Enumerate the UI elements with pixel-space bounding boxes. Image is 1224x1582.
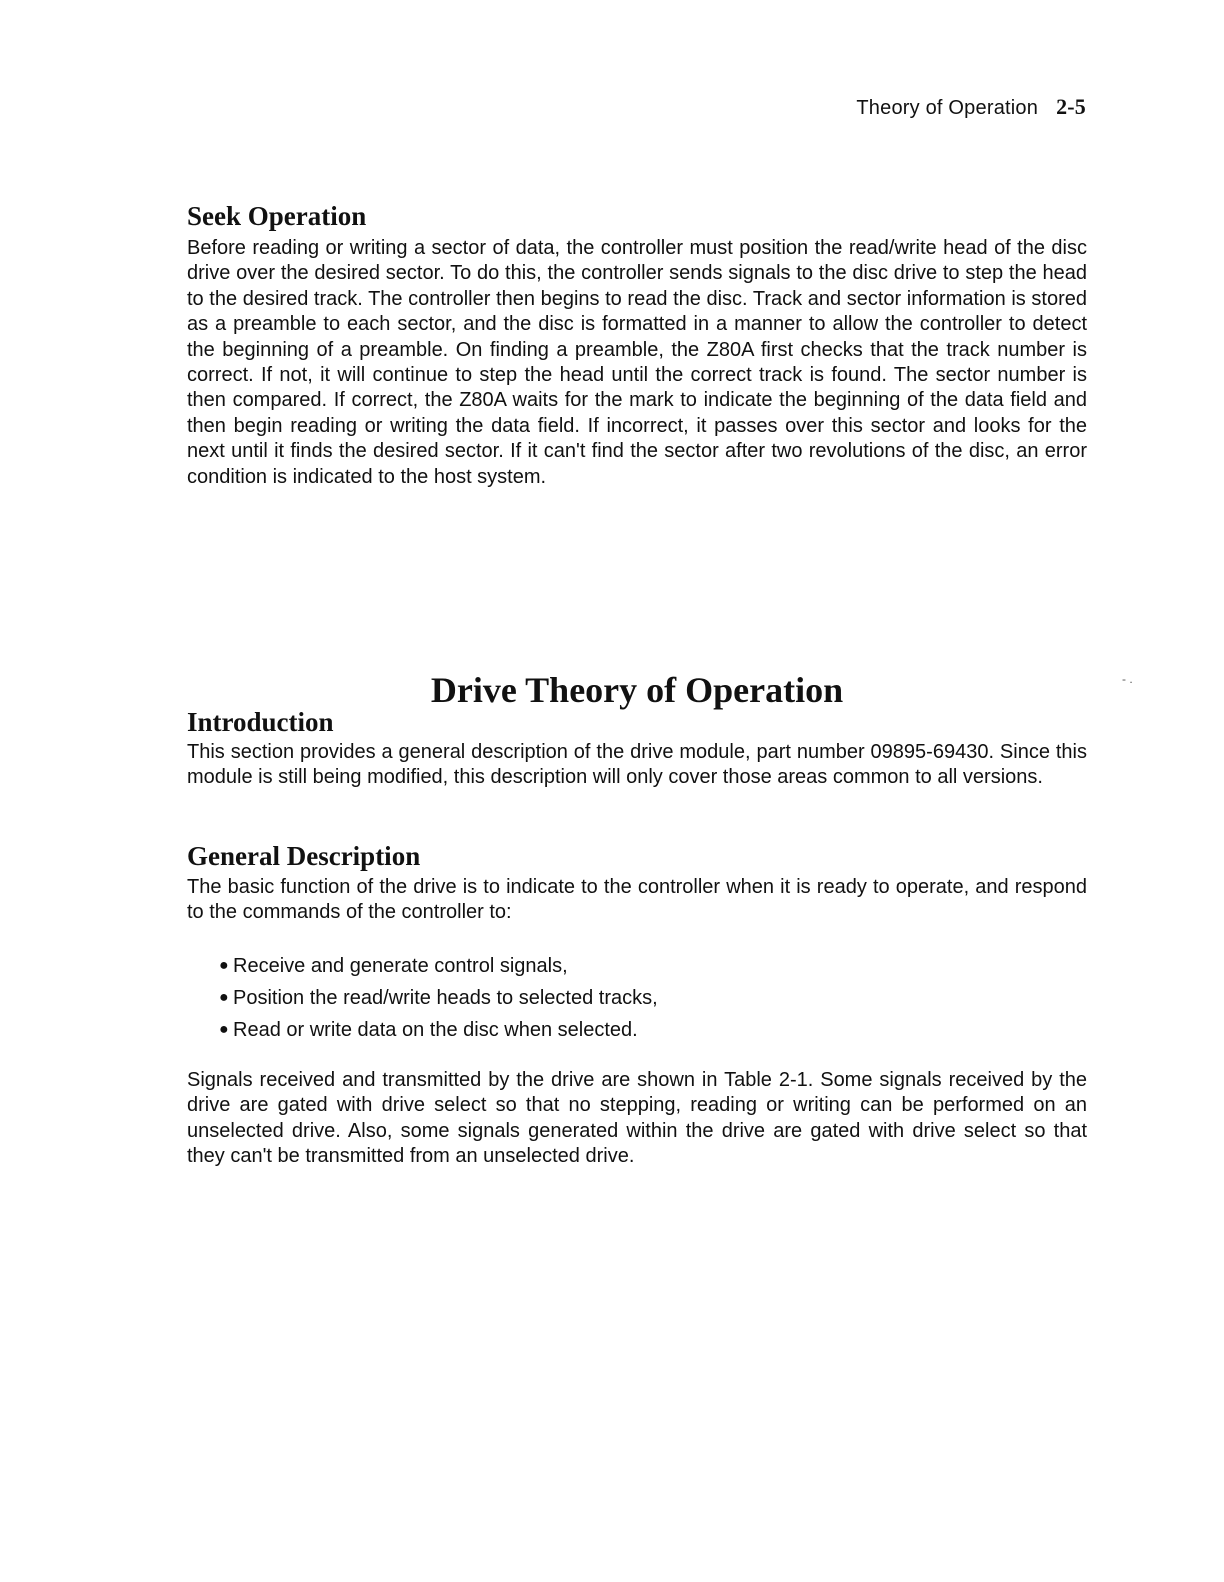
signals-section: [187, 1068, 1087, 1170]
bullet-icon: ●: [219, 1021, 229, 1038]
seek-operation-paragraph: Before reading or writing a sector of data, the controller must position the read/write head of the disc drive over the desired sector. To do this, the controller sends signals to the disc drive to step the head to the desired track. The controller then begins to read the disc. Track and sector information is stored as a preamble to each sector, and the disc is formatted in a manner to allow the controller to detect the beginning of a preamble. On finding a preamble, the Z80A first checks that the track number is correct. If not, it will continue to step the head until the correct track is found. The sector number is then compared. If correct, the Z80A waits for the mark to indicate the beginning of the data field and then begin reading or writing the data field. If incorrect, it passes over this sector and looks for the next until it finds the desired sector. If it can't find the sector after two revolutions of the disc, an error condition is indicated to the host system.: [187, 237, 1087, 488]
running-header-section: Theory of Operation: [856, 97, 1039, 119]
drive-theory-section: [187, 670, 1087, 710]
seek-operation-heading: Seek Operation: [187, 201, 367, 231]
signals-paragraph: Signals received and transmitted by the drive are shown in Table 2-1. Some signals received by the drive are gated with drive select so that no stepping, reading or writing can be performed on an unselected drive. Also, some signals generated within the drive are gated with drive select so that they can't be transmitted from an unselected drive.: [187, 1069, 1087, 1168]
bullet-icon: ●: [219, 957, 229, 974]
margin-mark: - .: [1122, 672, 1133, 686]
seek-operation-section: [187, 200, 1087, 490]
running-header: [856, 94, 1086, 120]
general-description-section: [187, 840, 1087, 926]
function-list: [187, 950, 1087, 1046]
list-item: [187, 1014, 1087, 1046]
list-item-text: Receive and generate control signals,: [233, 955, 568, 977]
introduction-paragraph: This section provides a general description of the drive module, part number 09895-69430. Since this module is still being modified, this description will only cover those areas common to all versions.: [187, 741, 1087, 789]
general-description-paragraph: The basic function of the drive is to indicate to the controller when it is ready to operate, and respond to the commands of the controller to:: [187, 876, 1087, 924]
list-item: [187, 982, 1087, 1014]
list-item-text: Position the read/write heads to selected tracks,: [233, 987, 658, 1009]
drive-theory-title: Drive Theory of Operation: [430, 670, 844, 710]
list-item-text: Read or write data on the disc when selected.: [233, 1019, 638, 1041]
page-number: 2-5: [1056, 94, 1086, 119]
bullet-icon: ●: [219, 989, 229, 1006]
function-list-section: [187, 950, 1087, 1046]
introduction-section: [187, 706, 1087, 791]
list-item: [187, 950, 1087, 982]
general-description-heading: General Description: [187, 841, 421, 871]
introduction-heading: Introduction: [187, 707, 334, 737]
